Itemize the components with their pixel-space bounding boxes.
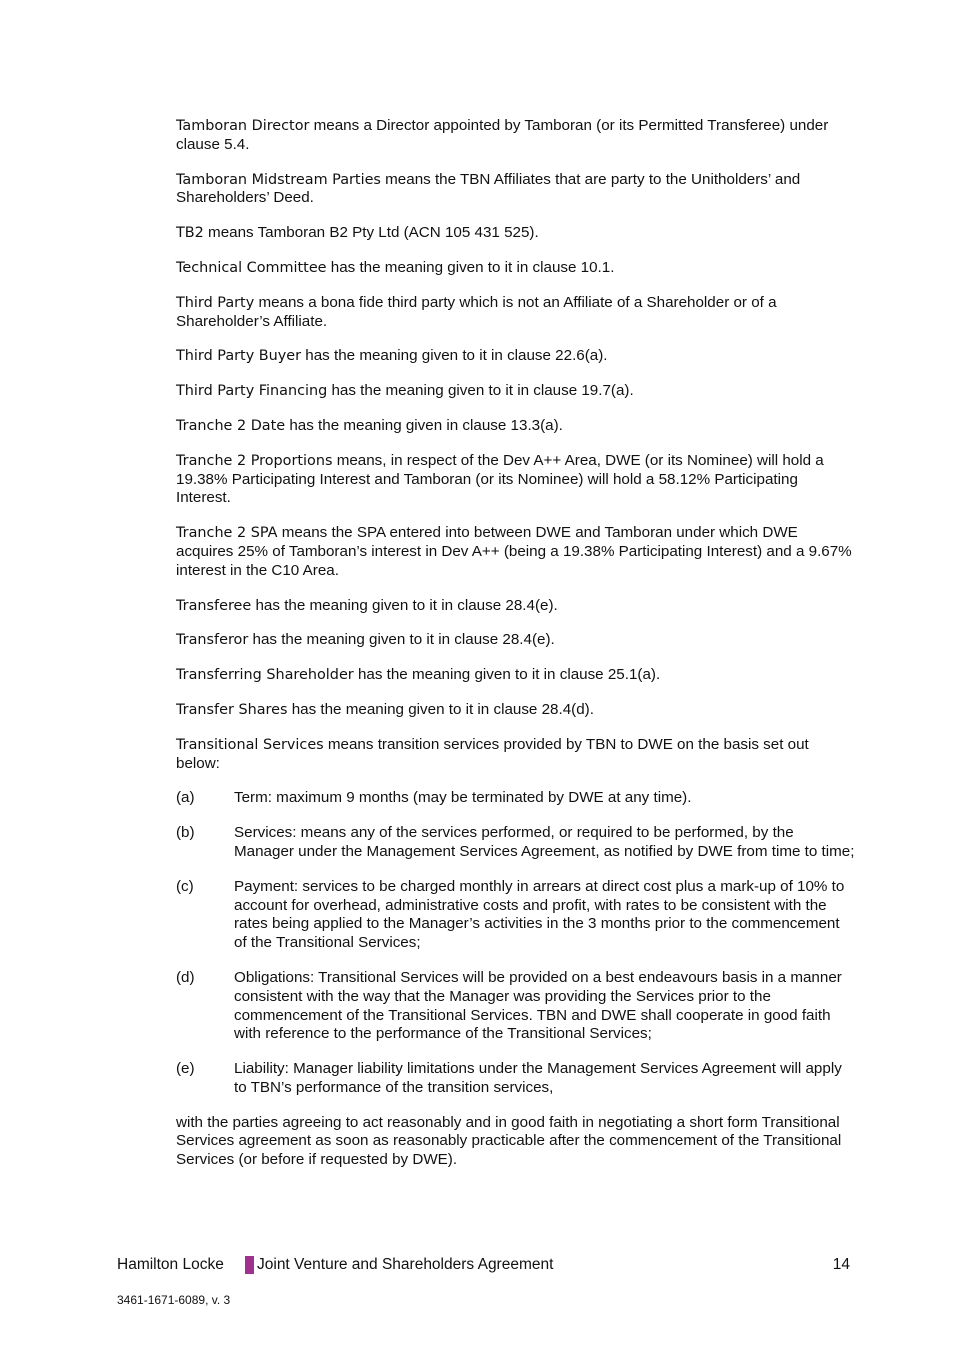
definition-term: Transferee: [176, 597, 252, 614]
list-item-text: Liability: Manager liability limitations under the Management Services Agreement will apply to TBN’s performance of the transition services,: [234, 1060, 842, 1096]
definition-text: has the meaning given in clause 13.3(a).: [285, 416, 563, 434]
definition: [176, 597, 856, 616]
list-item-text: Term: maximum 9 months (may be terminated by DWE at any time).: [234, 789, 692, 807]
definition: [176, 631, 856, 650]
definition: [176, 347, 856, 366]
definition-text: means the SPA entered into between DWE and Tamboran under which DWE acquires 25% of Tamboran’s interest in Dev A++ (being a 19.38% Participating Interest) and a 9.67% interest in the C10 Area.: [176, 524, 852, 579]
definition-term: Third Party Financing: [176, 383, 328, 400]
list-item-label: (d): [176, 968, 195, 986]
page-footer: [117, 1255, 850, 1275]
definition-term: Tranche 2 Proportions: [176, 452, 333, 469]
definition: [176, 171, 856, 209]
definition-text: means a bona fide third party which is not an Affiliate of a Shareholder or of a Shareholder’s Affiliate.: [176, 293, 777, 330]
definition-term: Tamboran Midstream Parties: [176, 171, 381, 188]
list-item: [176, 824, 856, 862]
list-item: [176, 1060, 856, 1098]
definition-term: Third Party Buyer: [176, 348, 302, 365]
list-item-label: (e): [176, 1060, 195, 1078]
footer-document-title: Joint Venture and Shareholders Agreement: [257, 1256, 554, 1273]
definition: [176, 666, 856, 685]
definitions-section: [176, 117, 856, 1186]
list-item-text: Obligations: Transitional Services will be provided on a best endeavours basis in a manner consistent with the way that the Manager was providing the Services prior to the commencement of the Transitional Services. TBN and DWE shall cooperate in good faith with reference to the performance of the Transitional Services;: [234, 968, 842, 1043]
definition-text: has the meaning given to it in clause 28.4(e).: [251, 596, 558, 614]
definition: [176, 259, 856, 278]
definition-term: Transfer Shares: [176, 701, 288, 718]
definition: [176, 417, 856, 436]
definition-term: Tranche 2 SPA: [176, 525, 278, 542]
definition-text: means transition services provided by TBN to DWE on the basis set out below:: [176, 735, 809, 772]
definition: [176, 117, 856, 155]
definition: [176, 382, 856, 401]
definition-term: Tranche 2 Date: [176, 417, 286, 434]
definition-text: has the meaning given to it in clause 22.6(a).: [301, 347, 608, 365]
definition-term: Tamboran Director: [176, 118, 310, 134]
list-item: [176, 969, 856, 1044]
page-number: 14: [832, 1256, 850, 1273]
closing-paragraph: with the parties agreeing to act reasonably and in good faith in negotiating a short form Transitional Services agreement as soon as reasonably practicable after the commencement of the Transitional Services (or before if requested by DWE).: [176, 1113, 842, 1169]
definition-text: has the meaning given to it in clause 25.1(a).: [353, 666, 661, 684]
list-item-text: Services: means any of the services performed, or required to be performed, by the Manager under the Management Services Agreement, as notified by DWE from time to time;: [234, 824, 855, 860]
definition-text: has the meaning given to it in clause 10.1.: [326, 258, 615, 276]
footer-accent-bar: [245, 1256, 254, 1274]
definition-term: Technical Committee: [176, 259, 327, 276]
definition: [176, 452, 856, 508]
definition-term: Third Party: [176, 294, 255, 311]
definition-text: has the meaning given to it in clause 28.4(d).: [287, 700, 594, 718]
definition-term: Transitional Services: [176, 736, 324, 753]
list-item: [176, 878, 856, 953]
list-item-label: (b): [176, 824, 195, 842]
definition-term: Transferor: [176, 632, 249, 649]
document-id: 3461-1671-6089, v. 3: [117, 1293, 231, 1307]
footer-firm-name: Hamilton Locke: [117, 1256, 224, 1273]
definition-text: has the meaning given to it in clause 19.7(a).: [327, 382, 634, 400]
list-item-label: (c): [176, 877, 194, 895]
definition: [176, 224, 856, 243]
definition-term: TB2: [176, 225, 204, 242]
list-item: [176, 789, 856, 808]
definition-text: has the meaning given to it in clause 28.4(e).: [248, 631, 555, 649]
definition-text: means Tamboran B2 Pty Ltd (ACN 105 431 525).: [203, 224, 539, 242]
definition: [176, 736, 856, 774]
definition-term: Transferring Shareholder: [176, 667, 354, 684]
definition: [176, 701, 856, 720]
definition-text: means, in respect of the Dev A++ Area, DWE (or its Nominee) will hold a 19.38% Participating Interest and Tamboran (or its Nominee) will hold a 58.12% Participating Interest.: [176, 451, 824, 507]
definition: [176, 524, 856, 580]
definition: [176, 294, 856, 332]
definition-text: means a Director appointed by Tamboran (or its Permitted Transferee) under clause 5.4.: [176, 117, 829, 153]
list-item-text: Payment: services to be charged monthly in arrears at direct cost plus a mark-up of 10% to account for overhead, administrative costs and profit, with rates to be consistent with the rates being applied to the Manager’s activities in the 3 months prior to the commencement of the Transitional Services;: [234, 877, 845, 952]
definition-text: means the TBN Affiliates that are party to the Unitholders’ and Shareholders’ Deed.: [176, 170, 801, 207]
list-item-label: (a): [176, 789, 195, 807]
